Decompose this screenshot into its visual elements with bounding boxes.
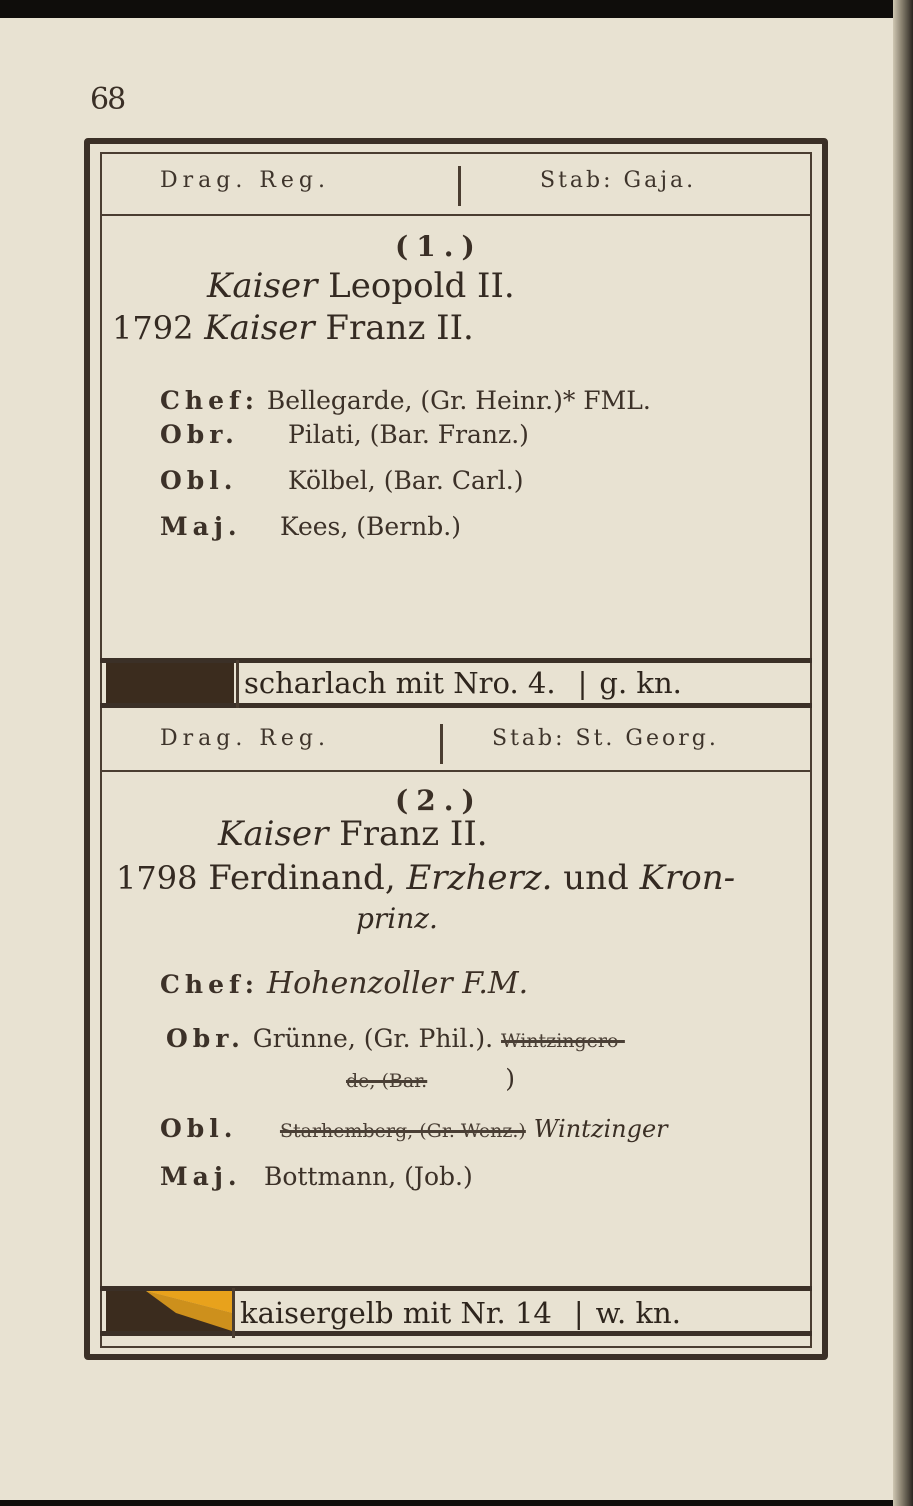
page-edge [893,0,913,1506]
facing-color: kaisergelb mit Nr. 14 [240,1296,552,1330]
staff-row-obl [160,1114,668,1143]
regiment-1-owner-line [207,266,515,306]
regiment-1-header-left: Drag. Reg. [160,168,331,193]
owner-title: Kaiser [204,308,315,348]
regiment-1-number: (1.) [395,230,483,263]
regiment-2-facing-text: kaisergelb mit Nr. 14 | w. kn. [240,1296,681,1330]
officer-name: Kölbel, (Bar. Carl.) [287,466,524,495]
owner-name: Leopold II. [317,266,515,306]
conjunction: und [552,858,640,898]
regiment-1-facing-text: scharlach mit Nro. 4. | g. kn. [244,666,682,700]
header-divider [458,166,461,206]
rank-label: Chef: [160,970,259,999]
owner-year: 1798 [116,859,198,897]
regiment-2-header-right: Stab: St. Georg. [492,726,719,751]
officer-name: Pilati, (Bar. Franz.) [287,420,529,449]
facing-color-swatch [106,663,234,703]
regiment-2-number: (2.) [395,784,483,817]
button-color: g. kn. [599,666,682,700]
owner-year: 1792 [112,309,194,347]
handwritten-annotation: Hohenzoller F.M. [266,966,529,1001]
owner-name: Ferdinand, [208,858,407,898]
rank-label: Maj. [160,1162,242,1191]
handwritten-annotation: Wintzinger [533,1115,668,1143]
owner-title: prinz. [356,902,438,935]
struck-name: de, (Bar. [346,1070,428,1092]
rank-label: Maj. [160,512,242,541]
rank-label: Obl. [160,466,238,495]
staff-row-maj [160,512,461,541]
rank-label: Chef: [160,386,259,415]
owner-title: Erzherz. [406,858,553,898]
regiment-2-owner-line-3 [356,902,438,935]
struck-name: Wintzingero- [501,1030,625,1052]
owner-title: Kron- [639,858,736,898]
officer-name: Grünne, (Gr. Phil.). [252,1024,494,1053]
owner-title: Kaiser [207,266,318,306]
facing-color-swatch [106,1291,232,1341]
struck-name: Starhemberg, (Gr. Wenz.) [279,1120,526,1142]
button-color: w. kn. [595,1296,681,1330]
regiment-2-header-left: Drag. Reg. [160,726,331,751]
page-number: 68 [90,82,125,117]
regiment-1-owner-line-2 [112,308,474,348]
owner-name: Franz II. [314,308,474,348]
officer-name: Kees, (Bernb.) [279,512,461,541]
header-rule [100,770,812,772]
closing-paren: ) [505,1064,515,1093]
header-rule [100,214,812,216]
swatch-divider [236,660,239,708]
owner-title: Kaiser [218,814,329,854]
swatch-divider [232,1288,235,1338]
staff-row-obr [160,420,529,449]
staff-row-chef [160,386,651,415]
regiment-2-owner-line [218,814,488,854]
staff-row-obr-cont [346,1064,515,1093]
regiment-1-header-right: Stab: Gaja. [540,168,697,193]
facing-color: scharlach mit Nro. 4. [244,666,556,700]
header-divider [440,724,443,764]
staff-row-obr [166,1024,625,1053]
officer-name: Bellegarde, (Gr. Heinr.)* FML. [266,386,651,415]
staff-row-chef [160,966,528,1001]
rank-label: Obr. [166,1024,245,1053]
owner-name: Franz II. [328,814,488,854]
staff-row-maj [160,1162,473,1191]
officer-name: Bottmann, (Job.) [263,1162,473,1191]
rank-label: Obl. [160,1114,238,1143]
regiment-2-owner-line-2 [116,858,735,898]
staff-row-obl [160,466,524,495]
rank-label: Obr. [160,420,239,449]
